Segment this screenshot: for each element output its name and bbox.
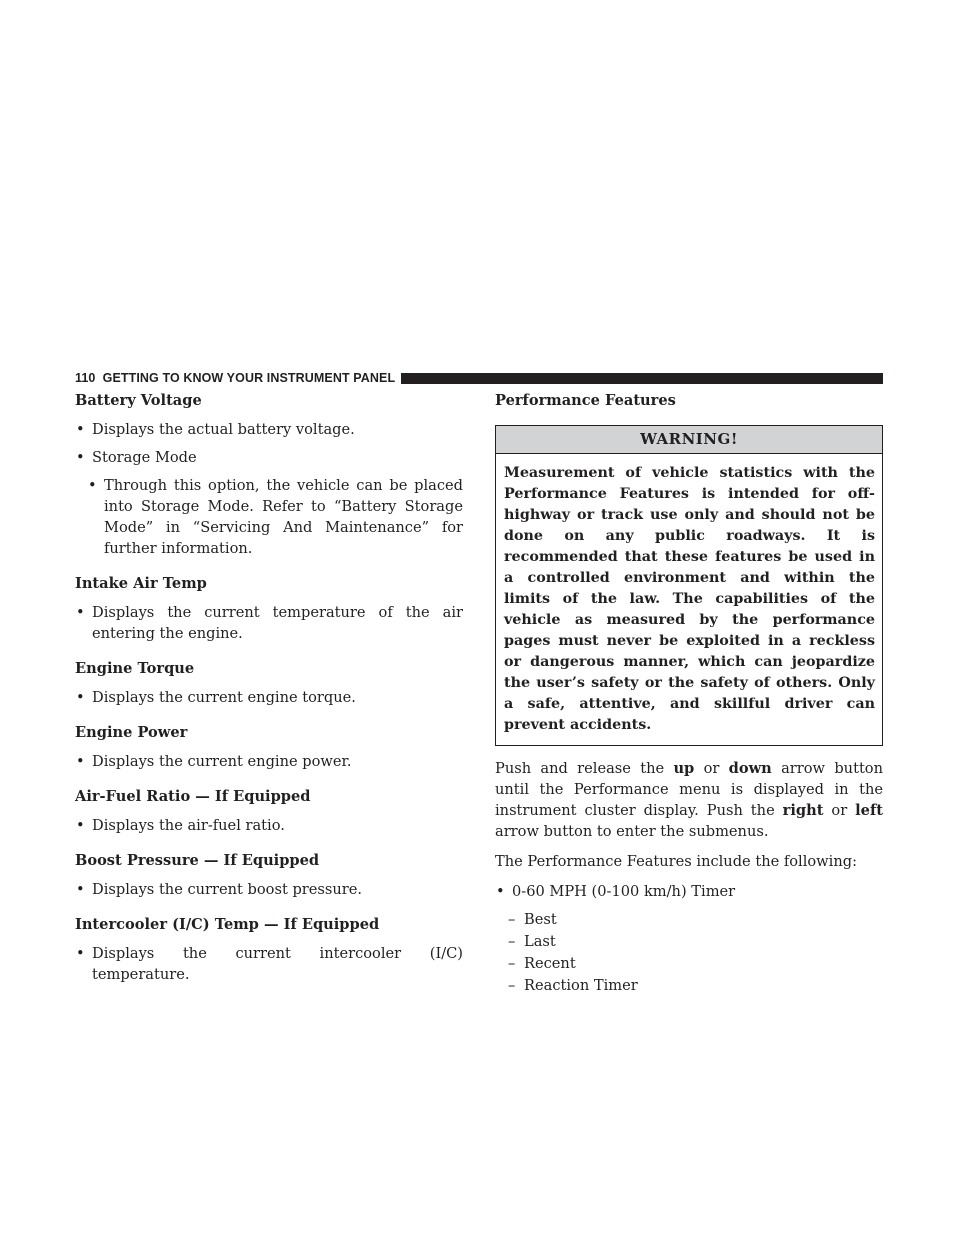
left-column [75,390,463,992]
page-number: 110 [75,371,96,385]
air-fuel-ratio-bullet: • Displays the air-fuel ratio. [75,815,463,836]
header-text [75,371,401,385]
battery-voltage-bullet: • Displays the actual battery voltage. [75,419,463,440]
features-intro: The Performance Features include the following: [495,853,857,870]
right-column [495,390,883,997]
section-title: GETTING TO KNOW YOUR INSTRUMENT PANEL [102,371,396,385]
engine-power-heading: Engine Power [75,724,188,741]
navigation-paragraph: Push and release the up or down arrow button until the Performance menu is displayed in the instrument cluster display. Push the right or left arrow button to enter the submenus. [495,760,883,840]
timer-item-reaction: – Reaction Timer [495,975,883,996]
timer-bullet: • 0-60 MPH (0-100 km/h) Timer [495,881,883,902]
left-keyword: left [855,802,883,819]
storage-mode-sub-bullet: • Through this option, the vehicle can be placed into Storage Mode. Refer to “Battery Storage Mode” in “Servicing And Maintenance” for further information. [75,475,463,559]
intake-air-temp-heading: Intake Air Temp [75,575,207,592]
warning-title: WARNING! [496,426,882,454]
timer-item-recent: – Recent [495,953,883,974]
battery-voltage-heading: Battery Voltage [75,392,202,409]
storage-mode-bullet: • Storage Mode [75,447,463,468]
performance-features-heading: Performance Features [495,392,676,409]
boost-pressure-heading: Boost Pressure — If Equipped [75,852,320,869]
timer-item-best: – Best [495,909,883,930]
intake-air-temp-bullet: • Displays the current temperature of the air entering the engine. [75,602,463,644]
intercooler-temp-heading: Intercooler (I/C) Temp — If Equipped [75,916,380,933]
timer-item-last: – Last [495,931,883,952]
engine-torque-bullet: • Displays the current engine torque. [75,687,463,708]
up-keyword: up [673,760,695,777]
right-keyword: right [782,802,824,819]
boost-pressure-bullet: • Displays the current boost pressure. [75,879,463,900]
down-keyword: down [728,760,772,777]
engine-torque-heading: Engine Torque [75,660,195,677]
page-header [75,370,883,386]
intercooler-temp-bullet: • Displays the current intercooler (I/C) temperature. [75,943,463,985]
air-fuel-ratio-heading: Air-Fuel Ratio — If Equipped [75,788,311,805]
warning-body: Measurement of vehicle statistics with the Performance Features is intended for off-highway or track use only and should not be done on any public roadways. It is recommended that these features be used in a controlled environment and within the limits of the law. The capabilities of the vehicle as measured by the performance pages must never be exploited in a reckless or dangerous manner, which can jeopardize the user’s safety or the safety of others. Only a safe, attentive, and skillful driver can prevent accidents. [504,465,875,733]
engine-power-bullet: • Displays the current engine power. [75,751,463,772]
warning-box [495,425,883,746]
header-rule [401,373,883,384]
